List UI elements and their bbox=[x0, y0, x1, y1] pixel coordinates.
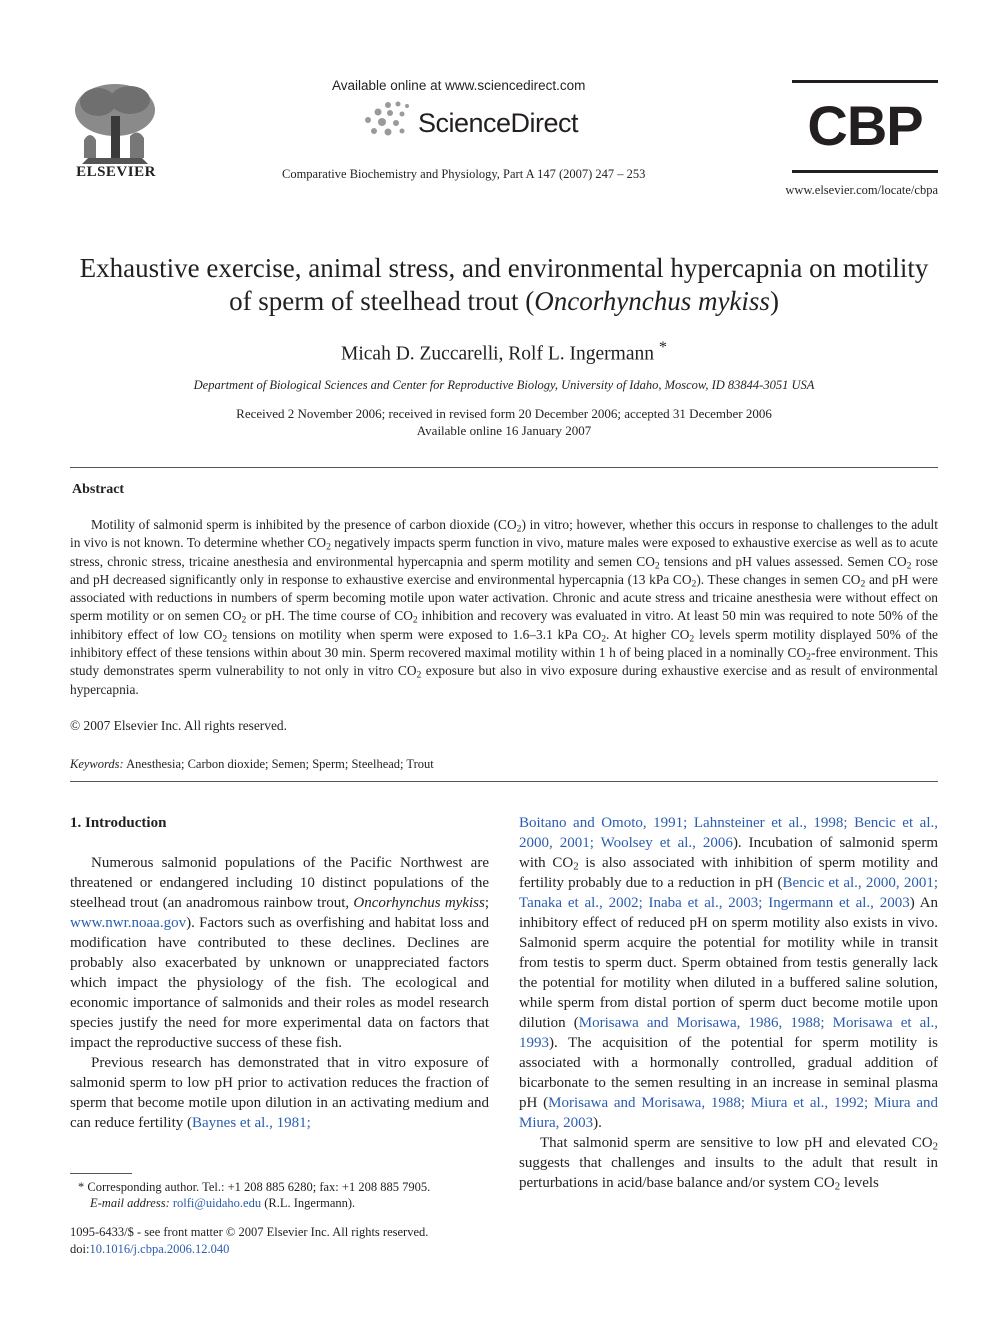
doi-line: doi:10.1016/j.cbpa.2006.12.040 bbox=[70, 1242, 230, 1256]
email-link[interactable]: rolfi@uidaho.edu bbox=[172, 1196, 262, 1210]
sciencedirect-dots-icon bbox=[358, 100, 414, 138]
issn-block bbox=[70, 1224, 489, 1258]
abstract-copyright: © 2007 Elsevier Inc. All rights reserved. bbox=[70, 718, 287, 733]
section-heading-introduction: 1. Introduction bbox=[70, 815, 167, 831]
corresponding-author-mark: * bbox=[658, 338, 667, 356]
article-title: Exhaustive exercise, animal stress, and environmental hypercapnia on motility of sperm of steelhead trout (Oncorhynchus mykiss) bbox=[79, 253, 929, 316]
corresponding-author-note: * Corresponding author. Tel.: +1 208 885 6280; fax: +1 208 885 7905. bbox=[78, 1180, 431, 1194]
paragraph: Boitano and Omoto, 1991; Lahnsteiner et al., 1998; Bencic et al., 2000, 2001; Woolsey et al., 2006). Incubation of salmonid sperm with $CO_2$ is also associated with inhibition of sperm motility and fertility probably due to a reduction in pH (Bencic et al., 2000, 2001; Tanaka et al., 2002; Inaba et al., 2003; Ingermann et al., 2003) An inhibitory effect of reduced pH on sperm motility also exists in vivo. Salmonid sperm acquire the potential for motility while in transit from testis to sperm duct. Sperm obtained from testis generally lack the potential for motility when diluted in a buffered saline solution, while sperm from distal portion of sperm duct become motile upon dilution (Morisawa and Morisawa, 1986, 1988; Morisawa et al., 1993). The acquisition of the potential for sperm motility is associated with a hormonally controlled, gradual addition of bicarbonate to the semen resulting in an increase in seminal plasma pH (Morisawa and Morisawa, 1988; Miura et al., 1992; Miura and Miura, 2003). bbox=[519, 815, 939, 1131]
footnote bbox=[70, 1179, 489, 1211]
keywords-list: Anesthesia; Carbon dioxide; Semen; Sperm; Steelhead; Trout bbox=[126, 757, 434, 771]
publisher-name: ELSEVIER bbox=[76, 164, 156, 180]
abstract-heading: Abstract bbox=[72, 482, 125, 497]
link-nwr[interactable]: www.nwr.noaa.gov bbox=[70, 915, 187, 931]
available-online-text: Available online at www.sciencedirect.com bbox=[332, 78, 586, 93]
available-date: Available online 16 January 2007 bbox=[416, 423, 592, 438]
received-dates: Received 2 November 2006; received in revised form 20 December 2006; accepted 31 December 2006 bbox=[236, 406, 772, 421]
citation-link[interactable]: Baynes et al., 1981; bbox=[192, 1115, 311, 1131]
divider-top bbox=[70, 467, 938, 468]
abstract-text: Motility of salmonid sperm is inhibited by the presence of carbon dioxide $(CO_2)$ in vitro; however, whether this occurs in response to challenges to the adult in vivo is not known. To determine whether $CO_2$ negatively impacts sperm function in vivo, mature males were exposed to exhaustive exercise as well as to acute stress, chronic stress, tricaine anesthesia and environmental hypercapnia and sperm motility and semen $CO_2$ tensions and pH values assessed. Semen $CO_2$ rose and pH decreased significantly only in response to exhaustive exercise and environmental hypercapnia (13 kPa $CO_2$). These changes in semen $CO_2$ and pH were associated with reductions in numbers of sperm becoming motile upon water activation. Chronic and acute stress and tricaine anesthesia were without effect on sperm motility or on semen $CO_2$ or pH. The time course of $CO_2$ inhibition and recovery was evaluated in vitro. At least 50 min was required to note 50% of the inhibitory effect of low $CO_2$ tensions on motility when sperm were exposed to 1.6–3.1 kPa $CO_2$. At higher $CO_2$ levels sperm motility displayed 50% of the inhibitory effect of these tensions within about 30 min. Sperm recovered maximal motility within 1 h of being placed in a nominally $CO_2$-free environment. This study demonstrates sperm vulnerability to not only in vitro $CO_2$ exposure but also in vivo exposure during exhaustive exercise and as result of environmental hypercapnia. bbox=[70, 517, 938, 697]
cbp-bottom-rule bbox=[792, 170, 938, 173]
paragraph: Previous research has demonstrated that in vitro exposure of salmonid sperm to low pH prior to activation reduces the fraction of sperm that become motile upon dilution in an activating medium and can reduce fertility (Baynes et al., 1981; bbox=[70, 1055, 489, 1131]
cbp-top-rule bbox=[792, 80, 938, 83]
keywords bbox=[70, 757, 434, 772]
citation-link[interactable]: Morisawa and Morisawa, 1986, 1988; Morisawa et al., 1993 bbox=[519, 1015, 938, 1051]
footnote-rule bbox=[70, 1173, 132, 1174]
affiliation: Department of Biological Sciences and Center for Reproductive Biology, University of Idaho, Moscow, ID 83844-3051 USA bbox=[193, 378, 815, 392]
citation-link[interactable]: Morisawa and Morisawa, 1988; Miura et al., 1992; Miura and Miura, 2003 bbox=[519, 1095, 939, 1131]
email-line: E-mail address: rolfi@uidaho.edu (R.L. Ingermann). bbox=[90, 1196, 356, 1210]
journal-url[interactable]: www.elsevier.com/locate/cbpa bbox=[785, 183, 938, 197]
email-label: E-mail address: bbox=[90, 1196, 170, 1210]
sciencedirect-logo-text: ScienceDirect bbox=[418, 108, 579, 138]
journal-reference: Comparative Biochemistry and Physiology, Part A 147 (2007) 247 – 253 bbox=[282, 167, 646, 181]
journal-abbreviation: CBP bbox=[807, 94, 923, 157]
right-column bbox=[519, 813, 938, 1193]
citation-link[interactable]: Bencic et al., 2000, 2001; Tanaka et al., 2002; Inaba et al., 2003; Ingermann et al., 2003 bbox=[519, 875, 938, 911]
doi-link[interactable]: 10.1016/j.cbpa.2006.12.040 bbox=[89, 1242, 230, 1256]
issn-line: 1095-6433/$ - see front matter © 2007 Elsevier Inc. All rights reserved. bbox=[70, 1225, 429, 1239]
author-list: Micah D. Zuccarelli, Rolf L. Ingermann * bbox=[341, 338, 667, 365]
paragraph: That salmonid sperm are sensitive to low pH and elevated $CO_2$ suggests that challenges and insults to the adult that result in perturbations in acid/base balance and/or system $CO_2$ levels bbox=[519, 1135, 938, 1193]
keywords-label: Keywords: bbox=[70, 757, 124, 771]
citation-link[interactable]: Boitano and Omoto, 1991; Lahnsteiner et al., 1998; Bencic et al., 2000, 2001; Woolsey et al., 2006 bbox=[519, 815, 938, 851]
dates-block bbox=[70, 405, 938, 439]
divider-bottom bbox=[70, 781, 938, 782]
title-species: Oncorhynchus mykiss bbox=[534, 286, 770, 316]
left-column bbox=[70, 853, 489, 1133]
paragraph: Numerous salmonid populations of the Pacific Northwest are threatened or endangered including 10 distinct populations of the steelhead trout (an anadromous rainbow trout, Oncorhynchus mykiss; www.nwr.noaa.gov). Factors such as overfishing and habitat loss and modification have contributed to these declines. Declines are probably also exacerbated by unknown or unappreciated factors which impact the physiology of the fish. The ecological and economic importance of salmonids and their roles as model research species justify the need for more experimental data on factors that impact the reproductive success of these fish. bbox=[70, 855, 490, 1051]
